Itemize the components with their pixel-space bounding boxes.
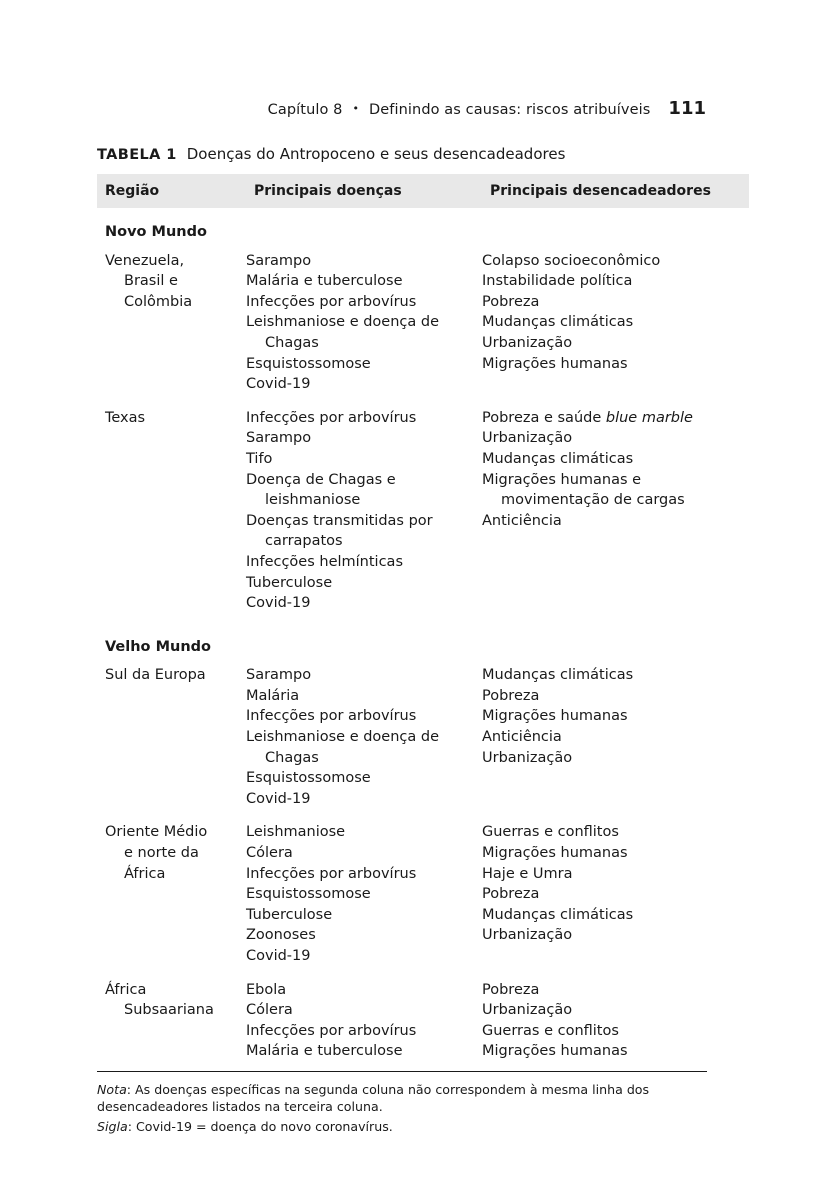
- table-acronym-note: [97, 1118, 697, 1136]
- note-text: : As doenças específicas na segunda coluna não correspondem à mesma linha dos desencadeadores listados na terceira coluna.: [97, 1081, 650, 1115]
- disease-line: Covid-19: [246, 376, 311, 393]
- driver-line: Urbanização: [482, 1002, 573, 1019]
- disease-line: Esquistossomose: [246, 770, 371, 787]
- driver-line: Mudanças climáticas: [482, 667, 634, 684]
- disease-line: Infecções helmínticas: [246, 553, 404, 570]
- note-label: Nota: [97, 1081, 127, 1097]
- disease-line: Infecções por arbovírus: [246, 708, 417, 725]
- disease-line: Leishmaniose: [246, 824, 346, 841]
- acronym-label: Sigla: [97, 1118, 128, 1134]
- driver-line: Instabilidade política: [482, 273, 633, 290]
- disease-line: Sarampo: [246, 252, 312, 269]
- disease-line: Cólera: [246, 845, 293, 862]
- disease-line: Ebola: [246, 981, 287, 998]
- cell-diseases: [246, 818, 482, 975]
- table-row: [97, 976, 749, 1071]
- table-row: [97, 661, 749, 818]
- table-group-row: [97, 208, 749, 247]
- antropoceno-table: [97, 174, 749, 1071]
- table-title: Doenças do Antropoceno e seus desencadeadores: [186, 145, 566, 163]
- cell-diseases: [246, 661, 482, 818]
- driver-line: Migrações humanas: [482, 1043, 628, 1060]
- table-bottom-rule: [97, 1071, 707, 1072]
- driver-line: Colapso socioeconômico: [482, 252, 661, 269]
- table-caption: [97, 145, 707, 163]
- disease-line: Leishmaniose e doença de Chagas: [246, 314, 444, 351]
- region-line: Venezuela,: [105, 252, 185, 269]
- disease-line: Tifo: [246, 450, 273, 467]
- table-header-row: [97, 174, 749, 208]
- cell-drivers: [482, 818, 749, 975]
- group-label-novo-mundo: Novo Mundo: [105, 224, 207, 240]
- driver-line: Mudanças climáticas: [482, 450, 634, 467]
- disease-line: Sarampo: [246, 430, 312, 447]
- running-head-separator: •: [352, 102, 359, 115]
- table-container: [97, 145, 711, 1137]
- driver-line: Migrações humanas e movimentação de cargas: [482, 471, 685, 509]
- driver-line: Pobreza e saúde blue marble: [482, 409, 693, 426]
- region-line: Brasil e: [124, 273, 178, 290]
- disease-line: Cólera: [246, 1002, 293, 1019]
- table-row: [97, 818, 749, 975]
- driver-line: Pobreza: [482, 981, 540, 998]
- table-row: [97, 404, 749, 623]
- driver-line: Guerras e conflitos: [482, 824, 619, 841]
- cell-drivers: [482, 404, 749, 623]
- region-line: Subsaariana: [124, 1002, 214, 1019]
- cell-drivers: [482, 976, 749, 1071]
- region-line: África: [105, 981, 147, 998]
- region-line: Texas: [105, 409, 146, 426]
- driver-line: Haje e Umra: [482, 865, 573, 882]
- disease-line: Tuberculose: [246, 906, 333, 923]
- cell-region: [97, 818, 246, 975]
- region-line: e norte da: [124, 845, 199, 862]
- cell-region: [97, 247, 246, 404]
- running-head-subtitle: Definindo as causas: riscos atribuíveis: [369, 102, 651, 118]
- disease-line: Covid-19: [246, 595, 311, 612]
- driver-line: Anticiência: [482, 729, 562, 746]
- disease-line: Doenças transmitidas por carrapatos: [246, 512, 438, 550]
- driver-line: Anticiência: [482, 512, 562, 529]
- disease-line: Malária e tuberculose: [246, 1043, 403, 1060]
- disease-line: Infecções por arbovírus: [246, 865, 417, 882]
- disease-line: Infecções por arbovírus: [246, 293, 417, 310]
- table-body: [97, 208, 749, 1071]
- running-head: [268, 98, 706, 119]
- cell-region: [97, 404, 246, 623]
- region-line: Colômbia: [124, 293, 193, 310]
- driver-line: Guerras e conflitos: [482, 1022, 619, 1039]
- driver-line: Urbanização: [482, 430, 573, 447]
- disease-line: Esquistossomose: [246, 886, 371, 903]
- disease-line: Infecções por arbovírus: [246, 409, 417, 426]
- driver-line: Urbanização: [482, 749, 573, 766]
- disease-line: Sarampo: [246, 667, 312, 684]
- table-header: [97, 174, 749, 208]
- disease-line: Tuberculose: [246, 574, 333, 591]
- disease-line: Doença de Chagas e leishmaniose: [246, 471, 401, 509]
- driver-line: Migrações humanas: [482, 845, 628, 862]
- driver-emphasis: blue marble: [605, 409, 693, 426]
- driver-line: Pobreza: [482, 293, 540, 310]
- disease-line: Leishmaniose e doença de Chagas: [246, 729, 444, 766]
- column-header-desencadeadores: Principais desencadeadores: [482, 174, 749, 208]
- disease-line: Zoonoses: [246, 927, 316, 944]
- cell-region: [97, 661, 246, 818]
- table-group-row: [97, 623, 749, 662]
- disease-line: Covid-19: [246, 790, 311, 807]
- cell-drivers: [482, 247, 749, 404]
- table-row: [97, 247, 749, 404]
- cell-diseases: [246, 247, 482, 404]
- column-header-doencas: Principais doenças: [246, 174, 482, 208]
- cell-diseases: [246, 404, 482, 623]
- driver-line: Pobreza: [482, 886, 540, 903]
- table-note: [97, 1081, 697, 1116]
- disease-line: Malária: [246, 687, 300, 704]
- driver-line: Migrações humanas: [482, 355, 628, 372]
- driver-line: Urbanização: [482, 334, 573, 351]
- driver-line: Mudanças climáticas: [482, 906, 634, 923]
- group-label-velho-mundo: Velho Mundo: [105, 638, 211, 655]
- region-line: África: [124, 865, 166, 882]
- page-number: 111: [668, 98, 706, 119]
- running-head-chapter: Capítulo 8: [267, 102, 343, 118]
- table-label: TABELA 1: [97, 147, 177, 163]
- cell-drivers: [482, 661, 749, 818]
- acronym-text: : Covid-19 = doença do novo coronavírus.: [127, 1118, 393, 1134]
- driver-line: Migrações humanas: [482, 708, 628, 725]
- column-header-regiao: Região: [97, 174, 246, 208]
- region-line: Sul da Europa: [105, 667, 206, 684]
- disease-line: Esquistossomose: [246, 355, 371, 372]
- disease-line: Malária e tuberculose: [246, 273, 403, 290]
- driver-line: Urbanização: [482, 927, 573, 944]
- disease-line: Covid-19: [246, 948, 311, 964]
- region-line: Oriente Médio: [105, 824, 208, 841]
- disease-line: Infecções por arbovírus: [246, 1022, 417, 1039]
- cell-diseases: [246, 976, 482, 1071]
- driver-line: Pobreza: [482, 687, 540, 704]
- driver-line: Mudanças climáticas: [482, 314, 634, 331]
- cell-region: [97, 976, 246, 1071]
- table-notes: [97, 1081, 697, 1136]
